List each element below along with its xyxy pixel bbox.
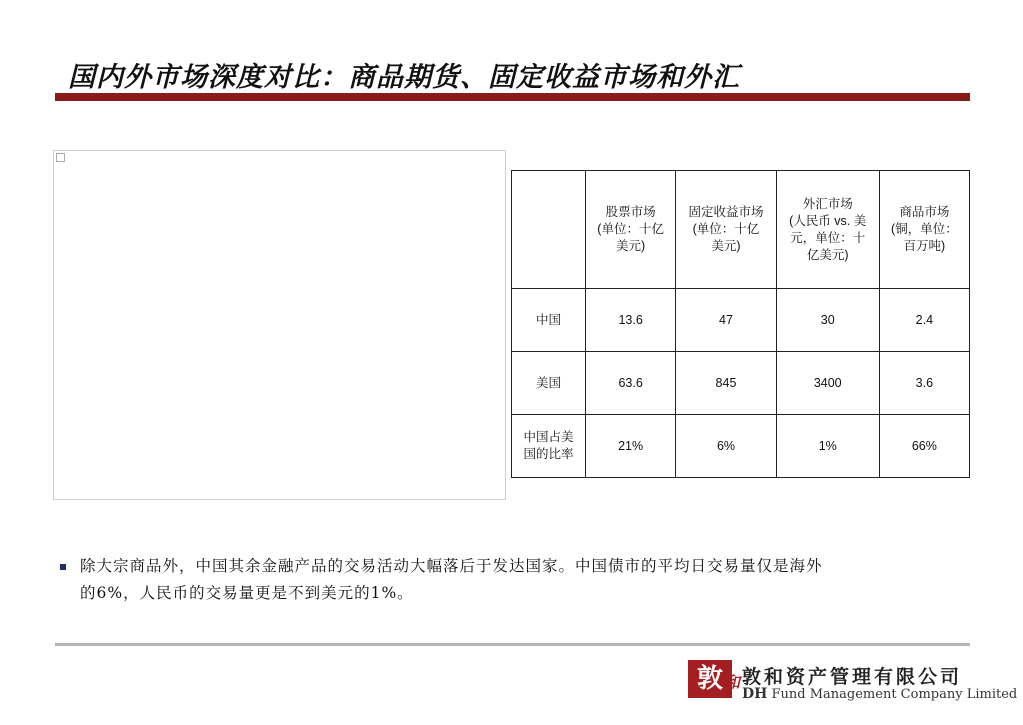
bullet-point <box>60 553 960 607</box>
table-cell: 6% <box>676 415 776 478</box>
company-en-rest: Fund Management Company Limited <box>767 687 1018 702</box>
logo-sub-glyph: 和 <box>724 673 741 692</box>
title-divider <box>55 93 970 101</box>
table-row <box>512 289 970 352</box>
header-line: 美元) <box>711 239 741 253</box>
bullet-line: 的6%，人民币的交易量更是不到美元的1%。 <box>80 584 414 602</box>
company-logo <box>688 660 741 698</box>
row-label-line: 中国占美 <box>523 430 574 444</box>
table-cell: 66% <box>879 415 969 478</box>
image-placeholder <box>53 150 506 500</box>
table-cell: 1% <box>776 415 879 478</box>
header-line: 亿美元) <box>806 247 849 262</box>
square-bullet-icon <box>60 564 66 570</box>
header-line: 百万吨) <box>903 239 946 253</box>
table-cell: 845 <box>676 352 776 415</box>
row-label-line: 国的比率 <box>523 447 574 461</box>
bullet-line: 除大宗商品外，中国其余金融产品的交易活动大幅落后于发达国家。中国债市的平均日交易量仅是海外 <box>80 557 823 575</box>
table-header-cell <box>676 171 776 289</box>
header-line: 商品市场 <box>899 205 950 219</box>
table-cell: 30 <box>776 289 879 352</box>
table-header-cell <box>776 171 879 289</box>
table-cell: 13.6 <box>586 289 676 352</box>
footer-divider <box>55 643 970 646</box>
header-line: (人民币 vs. 美 <box>789 213 867 228</box>
comparison-table <box>511 170 970 478</box>
table-row <box>512 415 970 478</box>
table-cell: 3.6 <box>879 352 969 415</box>
page-title: 国内外市场深度对比：商品期货、固定收益市场和外汇 <box>68 62 740 93</box>
header-line: (铜，单位： <box>891 222 958 236</box>
table-header-cell <box>586 171 676 289</box>
row-label: 中国 <box>512 289 586 352</box>
header-line: 股票市场 <box>605 205 656 219</box>
bullet-text <box>80 553 960 607</box>
header-line: (单位：十亿 <box>597 222 664 236</box>
header-line: 固定收益市场 <box>688 205 764 219</box>
row-label: 美国 <box>512 352 586 415</box>
table-header-corner <box>512 171 586 289</box>
company-name-cn: 敦和资产管理有限公司 <box>742 666 963 688</box>
company-name-en <box>742 686 1017 702</box>
table-cell: 63.6 <box>586 352 676 415</box>
broken-image-icon <box>56 153 65 162</box>
header-line: 元，单位：十 <box>790 230 866 245</box>
table-row <box>512 352 970 415</box>
table-cell: 3400 <box>776 352 879 415</box>
header-line: 美元) <box>616 239 646 253</box>
table-cell: 47 <box>676 289 776 352</box>
logo-glyph: 敦 <box>696 664 723 694</box>
company-en-prefix: DH <box>742 686 768 702</box>
table-header-row <box>512 171 970 289</box>
table-header-cell <box>879 171 969 289</box>
header-line: (单位：十亿 <box>692 222 760 236</box>
table-cell: 2.4 <box>879 289 969 352</box>
table-cell: 21% <box>586 415 676 478</box>
header-line: 外汇市场 <box>802 196 853 211</box>
row-label <box>512 415 586 478</box>
